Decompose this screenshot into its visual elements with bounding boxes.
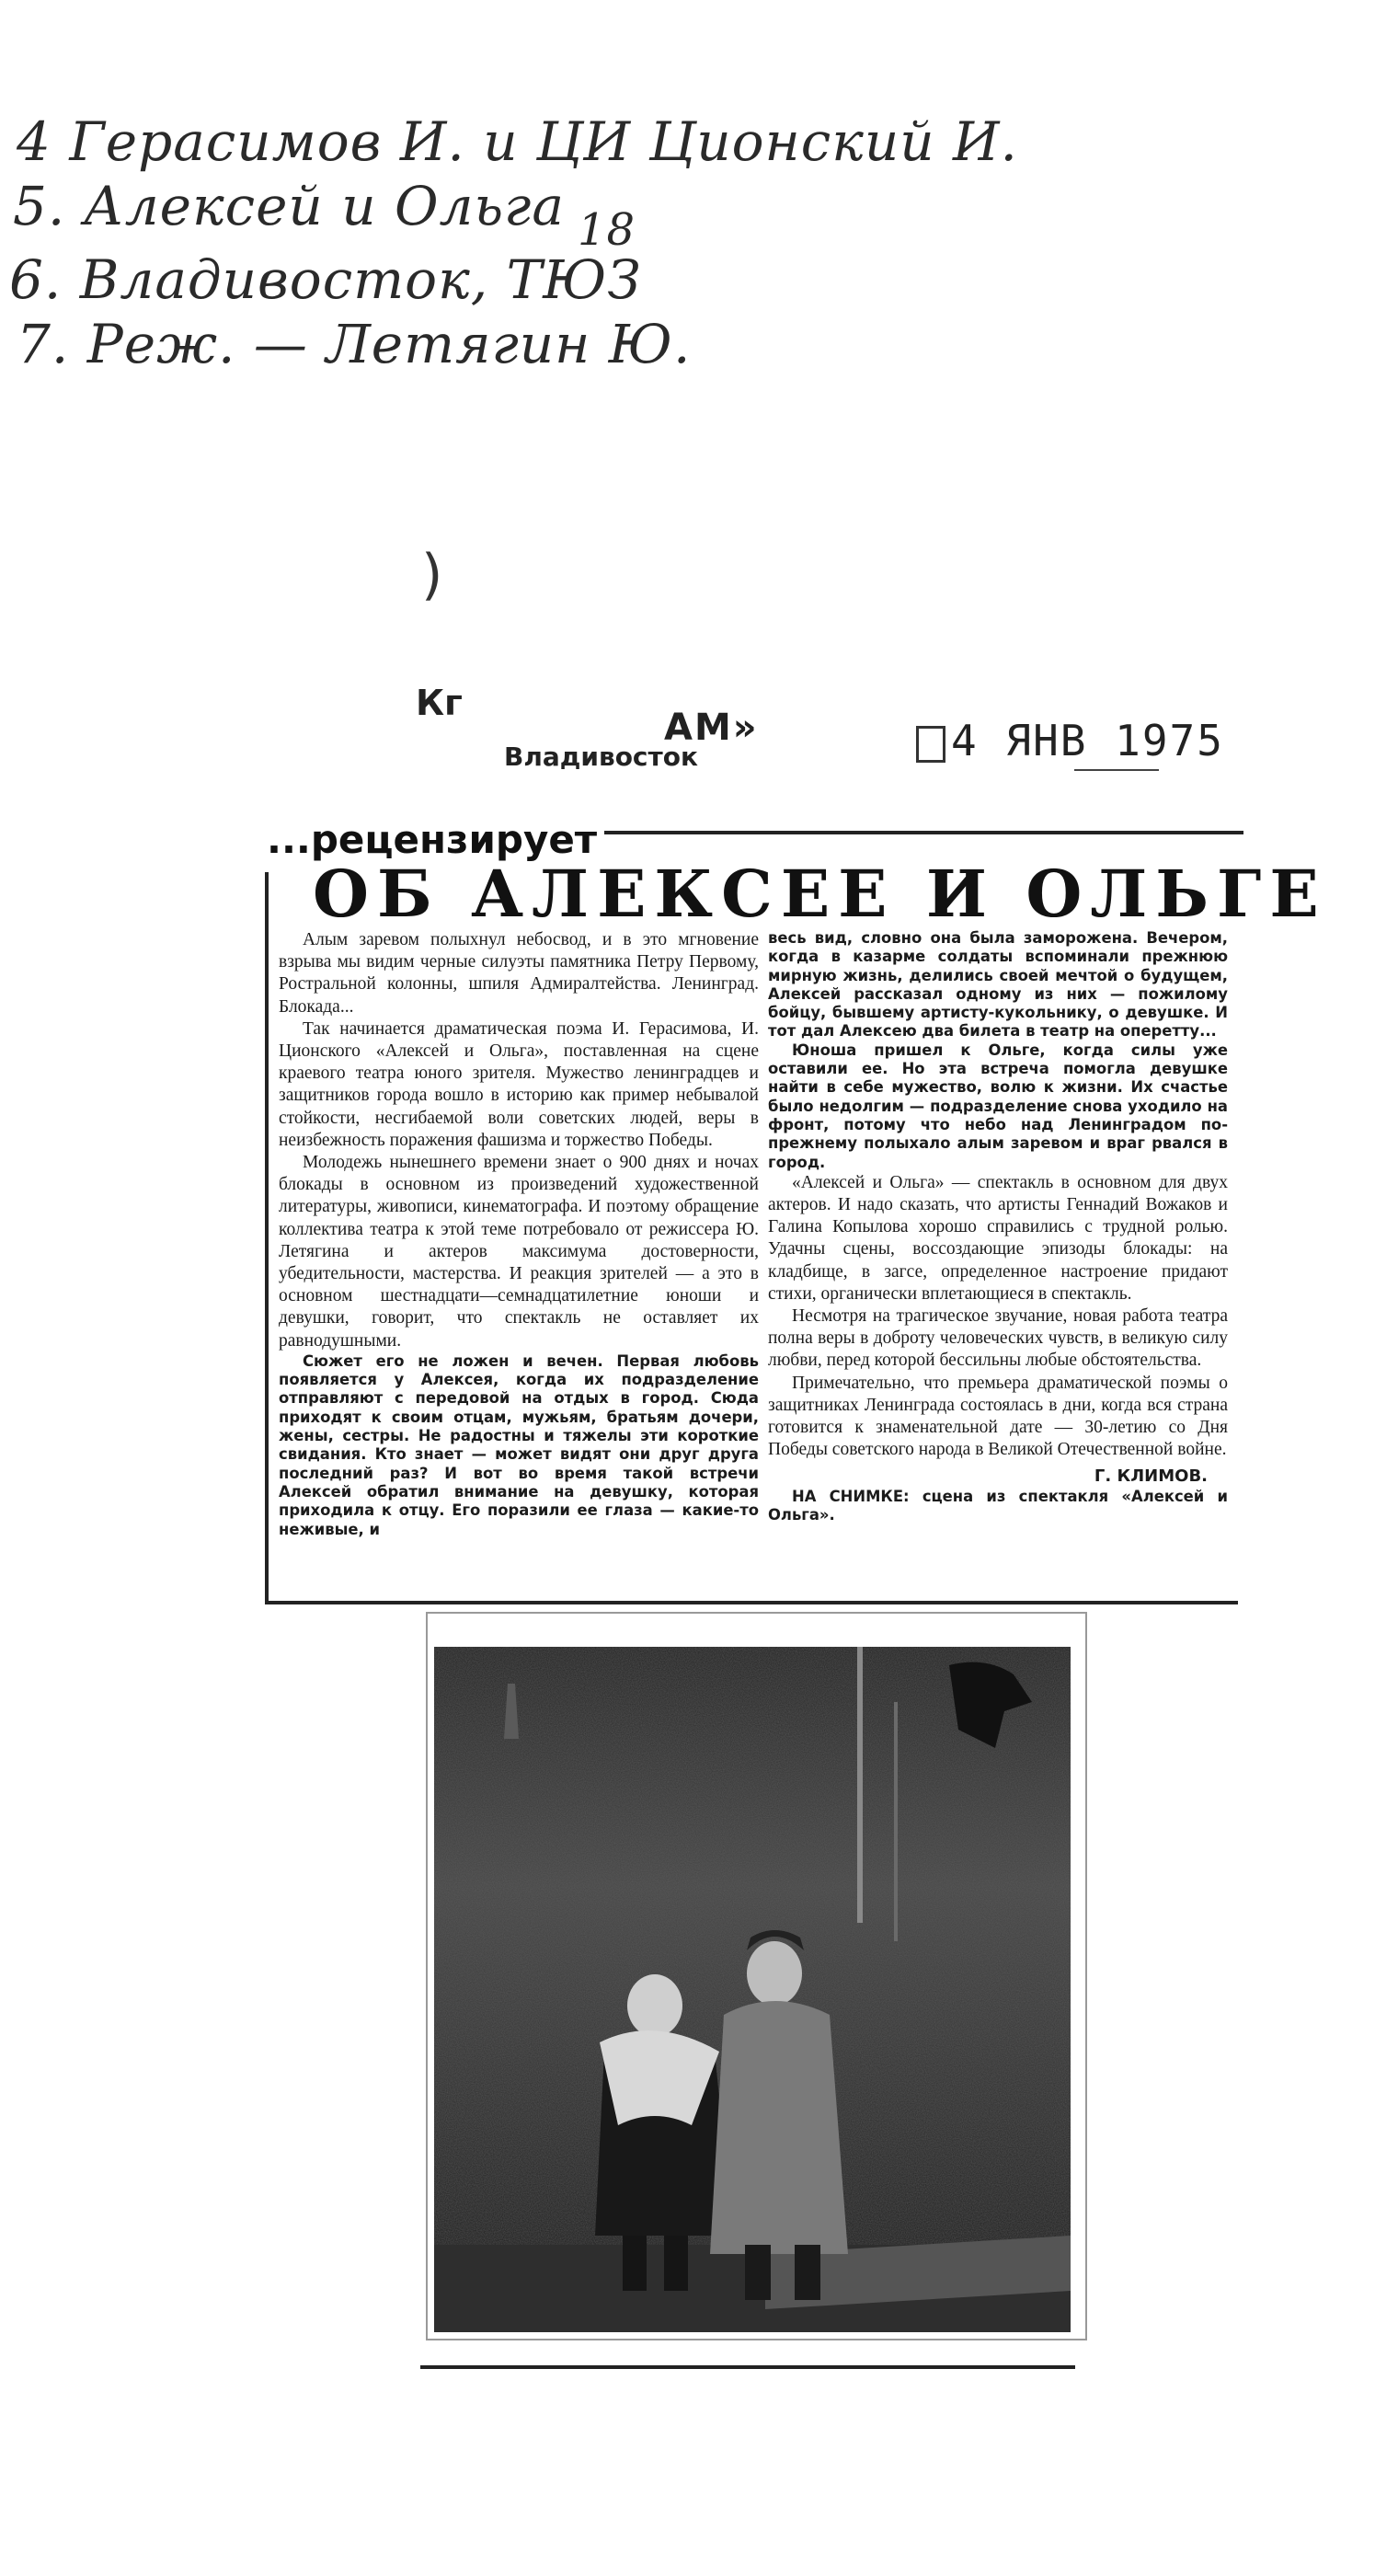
photo-column — [894, 1702, 898, 1941]
article-rubric: ...рецензирует — [267, 817, 604, 862]
note-number: 4 — [17, 110, 52, 173]
article-paragraph-bold: Юноша пришел к Ольге, когда силы уже оставили ее. Но эта встреча помогла девушке найти в себе мужество, волю к жизни. Их счастье было недолгим — подразделение снова уходило на фронт, потому что небо над Ленинградом по-прежнему полыхало алым заревом и враг рвался в город. — [768, 1041, 1228, 1171]
date-stamp — [916, 716, 1224, 765]
masthead-fragment-right: АМ» — [664, 707, 759, 749]
photo-caption: НА СНИМКЕ: сцена из спектакля «Алексей и Ольга». — [768, 1487, 1228, 1524]
article-paragraph: Алым заревом полыхнул небосвод, и в это мгновение взрыва мы видим черные силуэты памятника Петру Первому, Ростральной колонны, шпиля Адмиралтейства. Ленинград. Блокада... — [279, 930, 759, 1017]
note-number: 7. — [17, 313, 70, 375]
note-text: Герасимов И. и ЦИ Ционский И. — [69, 110, 1018, 173]
stage-photo — [434, 1647, 1071, 2332]
handwritten-note-director — [17, 313, 691, 375]
note-text: Реж. — Летягин Ю. — [86, 313, 692, 375]
article-paragraph: Несмотря на трагическое звучание, новая работа театра полна веры в доброту человеческих чувств, в великую силу любви, перед которой бессильны любые обстоятельства. — [768, 1306, 1228, 1371]
masthead-city: Владивосток — [504, 742, 698, 772]
handwritten-note-title — [13, 175, 565, 237]
article-paragraph: Молодежь нынешнего времени знает о 900 днях и ночах блокады в основном из произведений художественной литературы, живописи, кинематографа. И поэтому обращение коллектива театра к этой теме потребовало от режиссера Ю. Летягина и актеров максимума достоверности, убедительности, мастерства. И реакция зрителей — а это в основном шестнадцати—семнадцатилетние юноши и девушки, говорит, что спектакль не оставляет их равнодушными. — [279, 1153, 759, 1351]
clipping-bottom-rule — [265, 1601, 1238, 1604]
clipping-left-rule — [265, 872, 269, 1604]
note-text: Алексей и Ольга — [83, 175, 565, 237]
stamp-underline — [1074, 769, 1159, 771]
article-paragraph: Так начинается драматическая поэма И. Герасимова, И. Ционского «Алексей и Ольга», поставленная на сцене краевого театра юного зрителя. Мужество ленинградцев и защитников города вошло в историю как пример небывалой стойкости, несгибаемой воли советских людей, веры в неизбежность поражения фашизма и торжество Победы. — [279, 1018, 759, 1150]
photo-bottom-rule — [420, 2365, 1075, 2369]
handwritten-note-theatre — [9, 248, 642, 311]
article-headline: ОБ АЛЕКСЕЕ И ОЛЬГЕ — [313, 856, 1327, 932]
photo-column — [857, 1647, 863, 1923]
handwritten-note-authors — [17, 110, 1018, 173]
article-signature: Г. КЛИМОВ. — [1094, 1466, 1208, 1486]
note-number: 6. — [9, 248, 63, 311]
stamp-date: 4 ЯНВ 1975 — [951, 716, 1224, 765]
masthead-fragment-left: Кг — [416, 683, 463, 723]
article-column-2 — [768, 929, 1228, 1524]
article-paragraph: «Алексей и Ольга» — спектакль в основном для двух актеров. И надо сказать, что артисты Геннадий Вожаков и Галина Копылова хорошо справились с трудной ролью. Удачны сцены, воссоздающие эпизоды блокады: на кладбище, в загсе, определенное настроение придают стихи, органически вплетающиеся в спектакль. — [768, 1172, 1228, 1304]
note-text: Владивосток, ТЮЗ — [79, 248, 642, 311]
note-number: 5. — [13, 175, 66, 237]
article-column-1 — [279, 929, 759, 1539]
paren-mark: ) — [421, 543, 443, 607]
article-paragraph: Примечательно, что премьера драматической поэмы о защитниках Ленинграда состоялась в дни, когда вся страна готовится к знаменательной дате — 30-летию со Дня Победы советского народа в Великой Отечественной войне. — [768, 1373, 1228, 1460]
article-paragraph-bold: весь вид, словно она была заморожена. Вечером, когда в казарме солдаты вспоминали прежнюю мирную жизнь, делились своей мечтой о будущем, Алексей рассказал одному из них — пожилому бойцу, бывшему артисту-кукольнику, о девушке. И тот дал Алексею два билета в театр на оперетту... — [768, 929, 1228, 1041]
stamp-mark-icon — [916, 726, 945, 763]
article-paragraph-bold: Сюжет его не ложен и вечен. Первая любовь появляется у Алексея, когда их подразделение отправляют с передовой на отдых в город. Сюда приходят к своим отцам, мужьям, братьям дочери, жены, сестры. Не радостны и тяжелы эти короткие свидания. Кто знает — может видят они друг друга последний раз? И вот во время такой встречи Алексей обратил внимание на девушку, которая приходила к отцу. Его поразили ее глаза — какие-то неживые, и — [279, 1351, 759, 1538]
note-text: 18 — [578, 204, 636, 256]
